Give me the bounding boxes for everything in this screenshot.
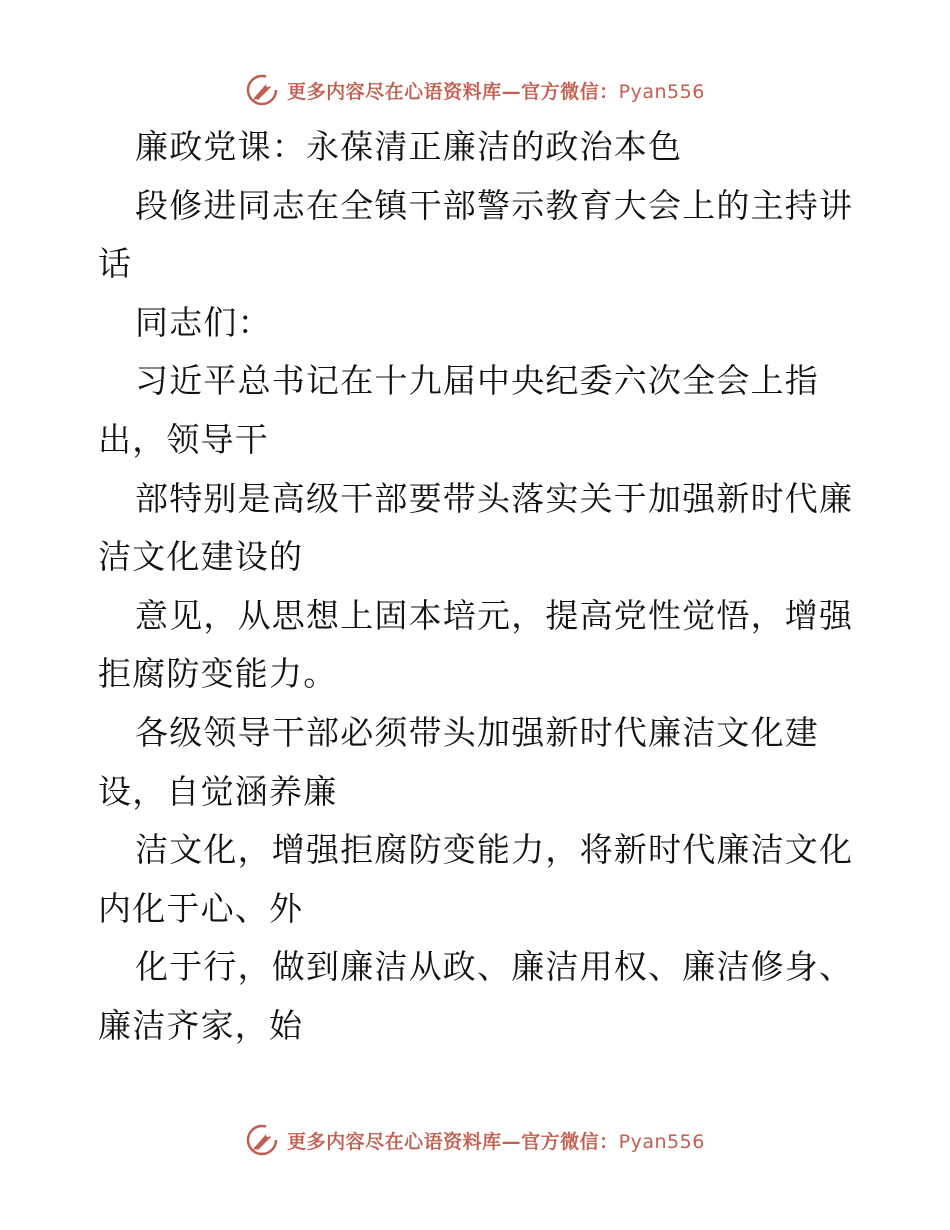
watermark-text [287, 77, 705, 104]
header-watermark [0, 70, 950, 110]
paragraph-line: 洁文化建设的 [98, 537, 304, 577]
watermark-prefix: 更多内容尽在心语资料库—官方微信： [287, 1130, 619, 1153]
document-body [98, 118, 858, 1056]
watermark-prefix: 更多内容尽在心语资料库—官方微信： [287, 80, 619, 103]
paragraph-line: 廉洁齐家，始 [98, 1005, 304, 1045]
watermark-id: Pyan556 [618, 1130, 705, 1153]
document-title: 廉政党课：永葆清正廉洁的政治本色 [135, 127, 683, 166]
paragraph-line: 意见，从思想上固本培元，提高党性觉悟，增强 [135, 595, 854, 635]
watermark-id: Pyan556 [618, 80, 705, 103]
paragraph-line: 洁文化，增强拒腐防变能力，将新时代廉洁文化 [135, 830, 854, 870]
paragraph-line: 拒腐防变能力。 [98, 654, 338, 694]
paragraph-line: 习近平总书记在十九届中央纪委六次全会上指 [135, 361, 819, 401]
paragraph-line: 内化于心、外 [98, 888, 304, 928]
watermark-text [287, 1127, 705, 1154]
paragraph-line: 话 [98, 244, 133, 284]
paragraph-line: 出，领导干 [98, 419, 269, 459]
pen-nib-seal-icon [245, 73, 279, 107]
paragraph-line: 设，自觉涵养廉 [98, 771, 338, 811]
paragraph-line: 部特别是高级干部要带头落实关于加强新时代廉 [135, 478, 854, 518]
paragraph-line: 各级领导干部必须带头加强新时代廉洁文化建 [135, 712, 819, 752]
paragraph-line: 化于行，做到廉洁从政、廉洁用权、廉洁修身、 [135, 947, 854, 987]
paragraph-line: 段修进同志在全镇干部警示教育大会上的主持讲 [135, 185, 854, 225]
footer-watermark [0, 1120, 950, 1160]
pen-nib-seal-icon [245, 1123, 279, 1157]
salutation: 同志们： [135, 302, 272, 342]
